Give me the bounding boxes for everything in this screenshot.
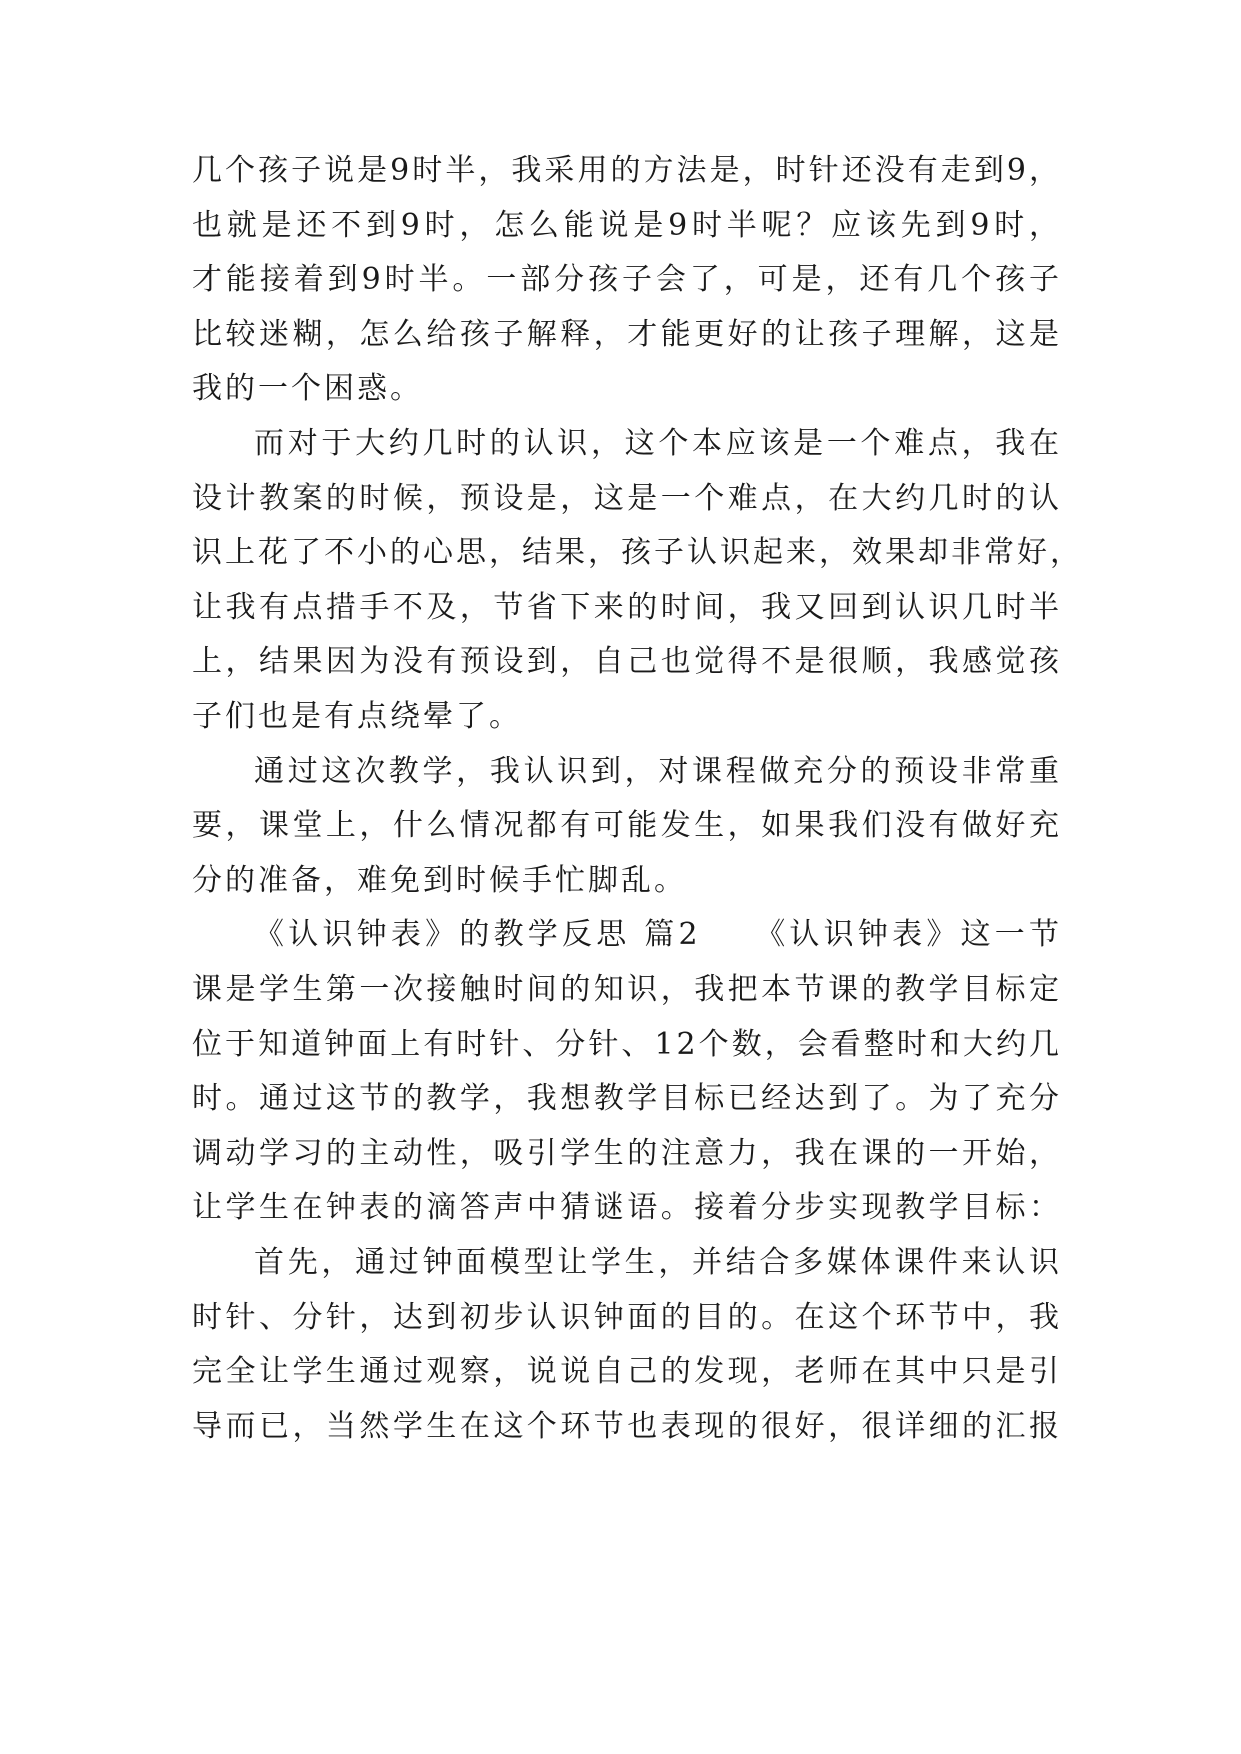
text-line: 我的一个困惑。 [192, 371, 423, 406]
text-line: 让我有点措手不及，节省下来的时间，我又回到认识几时半 [192, 590, 1062, 625]
text-line: 而对于大约几时的认识，这个本应该是一个难点，我在 [254, 426, 1062, 461]
text-line: 完全让学生通过观察，说说自己的发现，老师在其中只是引 [192, 1354, 1062, 1389]
text-line: 也就是还不到9时，怎么能说是9时半呢？应该先到9时， [192, 208, 1062, 243]
text-line: 比较迷糊，怎么给孩子解释，才能更好的让孩子理解，这是 [192, 317, 1062, 352]
text-line: 分的准备，难免到时候手忙脚乱。 [192, 863, 687, 898]
text-line: 首先，通过钟面模型让学生，并结合多媒体课件来认识 [254, 1245, 1062, 1280]
text-line: 识上花了不小的心思，结果，孩子认识起来，效果却非常好， [192, 535, 1083, 570]
text-line: 让学生在钟表的滴答声中猜谜语。接着分步实现教学目标： [192, 1190, 1062, 1225]
text-line: 几个孩子说是9时半，我采用的方法是，时针还没有走到9， [192, 153, 1062, 188]
text-line: 《认识钟表》的教学反思 篇2 《认识钟表》这一节 [254, 917, 1062, 952]
text-line: 调动学习的主动性，吸引学生的注意力，我在课的一开始， [192, 1136, 1062, 1171]
text-line: 上，结果因为没有预设到，自己也觉得不是很顺，我感觉孩 [192, 644, 1062, 679]
text-line: 时。通过这节的教学，我想教学目标已经达到了。为了充分 [192, 1081, 1062, 1116]
text-line: 导而已，当然学生在这个环节也表现的很好，很详细的汇报 [192, 1409, 1062, 1444]
text-line: 课是学生第一次接触时间的知识，我把本节课的教学目标定 [192, 972, 1062, 1007]
text-line: 子们也是有点绕晕了。 [192, 699, 522, 734]
text-line: 设计教案的时候，预设是，这是一个难点，在大约几时的认 [192, 481, 1062, 516]
text-line: 位于知道钟面上有时针、分针、12个数，会看整时和大约几 [192, 1027, 1062, 1062]
text-line: 才能接着到9时半。一部分孩子会了，可是，还有几个孩子 [192, 262, 1062, 297]
text-line: 时针、分针，达到初步认识钟面的目的。在这个环节中，我 [192, 1300, 1062, 1335]
text-line: 通过这次教学，我认识到，对课程做充分的预设非常重 [254, 754, 1062, 789]
text-line: 要，课堂上，什么情况都有可能发生，如果我们没有做好充 [192, 808, 1062, 843]
